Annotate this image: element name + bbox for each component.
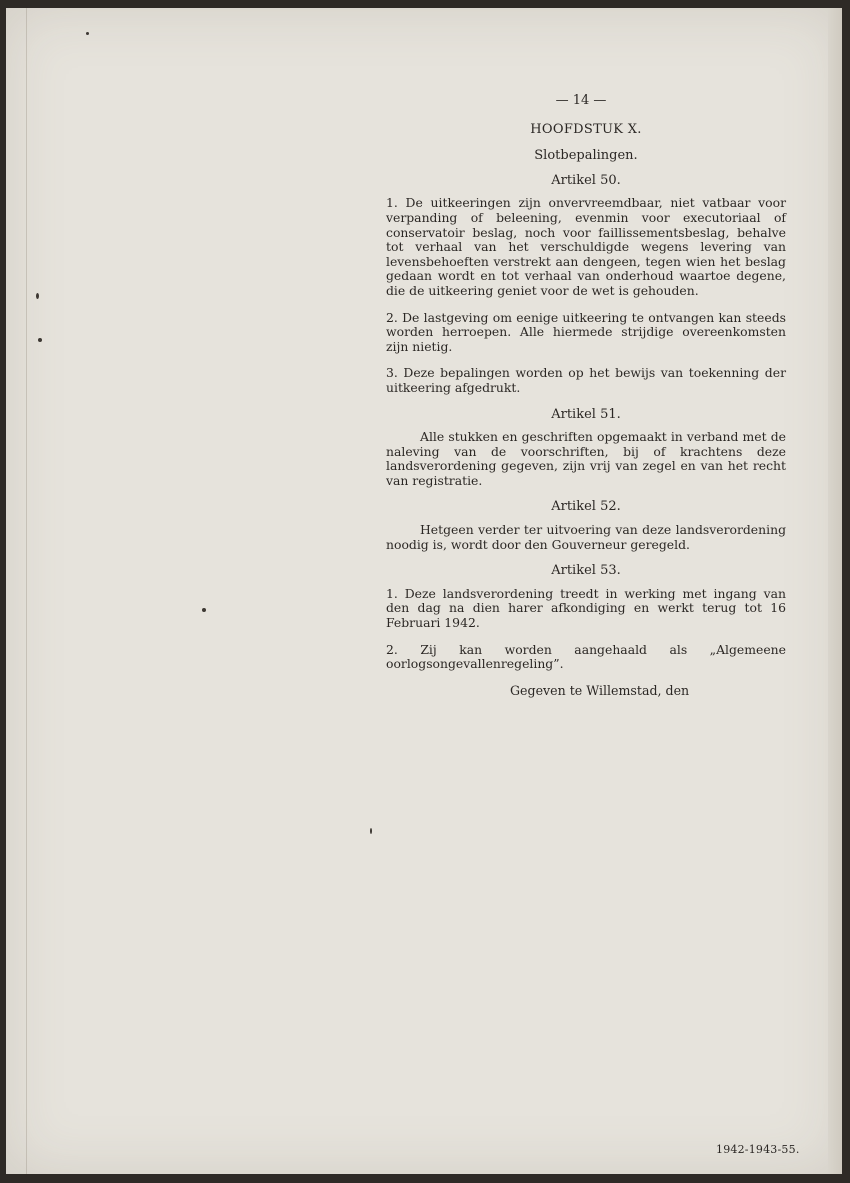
chapter-title: HOOFDSTUK X.: [530, 121, 642, 137]
article-paragraph: Hetgeen verder ter uitvoering van deze landsverordening noodig is, wordt door den Gouverneur geregeld.: [386, 522, 786, 552]
article-paragraph: 1. De uitkeeringen zijn onvervreemdbaar, niet vatbaar voor verpanding of beleening, evenmin voor executoriaal of conservatoir beslag, noch voor faillissementsbeslag, behalve tot verhaal van het verschuldigde wegens levering van levensbehoeften verstrekt aan dengeen, tegen wien het beslag gedaan wordt en tot verhaal van onderhoud waartoe degene, die de uitkeering geniet voor de wet is gehouden.: [386, 195, 786, 298]
article-51: [386, 408, 786, 489]
article-53: [386, 564, 786, 672]
page-number: — 14 —: [555, 93, 607, 108]
article-paragraph: 2. De lastgeving om eenige uitkeering te ontvangen kan steeds worden herroepen. Alle hiermede strijdige overeenkomsten zijn nietig.: [386, 309, 786, 354]
article-heading: Artikel 52.: [551, 499, 621, 515]
paper-speck: [36, 293, 39, 299]
footer-reference: 1942-1943-55.: [716, 1143, 800, 1156]
paper-speck: [86, 32, 89, 35]
paper-speck: [202, 608, 206, 612]
page-fold-line: [26, 8, 27, 1174]
article-paragraph: 1. Deze landsverordening treedt in werking met ingang van den dag na dien harer afkondiging en werkt terug tot 16 Februari 1942.: [386, 585, 786, 631]
article-heading: Artikel 50.: [551, 172, 621, 188]
article-50: [386, 174, 786, 396]
article-paragraph: Alle stukken en geschriften opgemaakt in verband met de naleving van de voorschriften, bij of krachtens deze landsverordening gegeven, zijn vrij van zegel en van het recht van registratie.: [386, 429, 786, 488]
document-text-column: [386, 94, 786, 698]
article-heading: Artikel 53.: [551, 563, 621, 579]
article-paragraph: 2. Zij kan worden aangehaald als „Algemeene oorlogsongevallenregeling”.: [386, 641, 786, 672]
article-paragraph: 3. Deze bepalingen worden op het bewijs van toekenning der uitkeering afgedrukt.: [386, 365, 786, 395]
paper-speck: [38, 338, 42, 342]
paper-speck: [370, 828, 372, 834]
closing-line: Gegeven te Willemstad, den: [510, 682, 690, 698]
page-edge: [828, 8, 842, 1174]
article-52: [386, 500, 786, 552]
section-title: Slotbepalingen.: [534, 148, 638, 164]
article-heading: Artikel 51.: [551, 406, 621, 422]
